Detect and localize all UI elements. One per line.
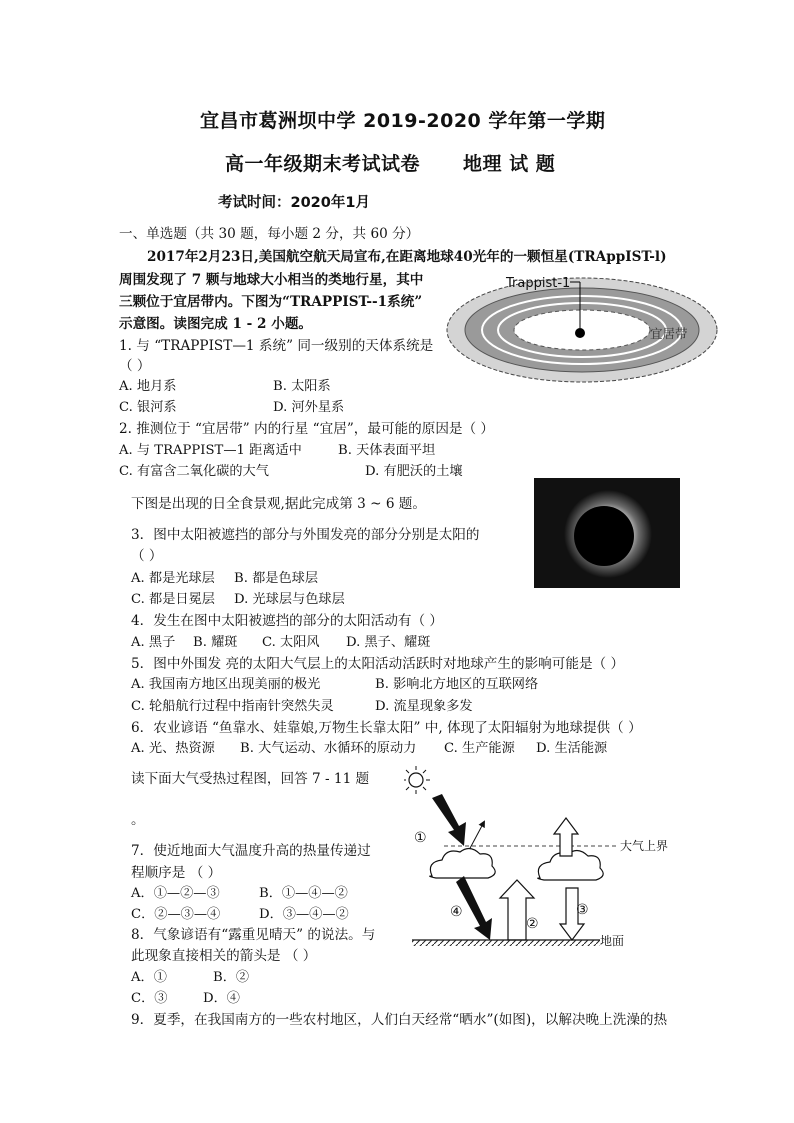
q3-bracket: （ ）: [131, 548, 163, 564]
intro-1-line4: 示意图。读图完成 1 - 2 小题。: [119, 316, 313, 332]
q7-option-d: D．③—④—②: [259, 907, 349, 922]
q8-option-a: A．①: [131, 970, 167, 985]
q8-option-b: B．②: [213, 970, 250, 985]
q7-option-b: B．①—④—②: [259, 886, 348, 901]
atmosphere-top-label: 大气上界: [620, 839, 669, 853]
q6-option-c: C. 生产能源: [444, 741, 515, 756]
q4-option-b: B. 耀斑: [193, 635, 238, 650]
section-heading: 一、单选题（共 30 题，每小题 2 分，共 60 分）: [119, 226, 420, 242]
q8-stem: 8．气象谚语有“露重见晴天” 的说法。与: [131, 927, 376, 943]
arrow-3-label: ③: [576, 902, 589, 918]
q6-stem: 6．农业谚语 “鱼靠水、娃靠娘,万物生长靠太阳” 中, 体现了太阳辐射为地球提供（ ）: [131, 720, 642, 736]
q6-option-b: B. 大气运动、水循环的原动力: [240, 741, 417, 756]
trappist-star-label: Trappist-1: [506, 276, 571, 291]
q8-stem-2: 此现象直接相关的箭头是 （ ）: [131, 948, 317, 964]
q9-stem: 9．夏季，在我国南方的一些农村地区，人们白天经常“晒水”(如图)，以解决晚上洗澡的热: [131, 1012, 668, 1028]
q4-option-c: C. 太阳风: [262, 635, 320, 650]
arrow-2-label: ②: [526, 916, 539, 932]
arrow-4-label: ④: [450, 904, 463, 920]
q5-stem: 5．图中外围发 亮的太阳大气层上的太阳活动活跃时对地球产生的影响可能是（ ）: [131, 656, 625, 672]
q6-option-d: D. 生活能源: [536, 741, 608, 756]
q1-option-c: C. 银河系: [119, 400, 177, 415]
arrow-1: [432, 794, 466, 846]
q4-option-d: D. 黑子、耀斑: [346, 635, 431, 650]
q1-option-d: D. 河外星系: [273, 400, 345, 415]
q4-stem: 4．发生在图中太阳被遮挡的部分的太阳活动有（ ）: [131, 613, 444, 629]
q2-option-d: D. 有肥沃的土壤: [365, 464, 463, 479]
q3-option-b: B. 都是色球层: [234, 571, 319, 586]
q3-option-a: A. 都是光球层: [131, 571, 215, 586]
ground-label: 地面: [600, 934, 625, 948]
q4-option-a: A. 黑子: [131, 635, 176, 650]
q8-option-d: D．④: [203, 991, 240, 1006]
q2-option-a: A. 与 TRAPPIST—1 距离适中: [119, 443, 302, 458]
subject-title: 地理 试 题: [463, 153, 556, 175]
q3-stem: 3．图中太阳被遮挡的部分与外围发亮的部分分别是太阳的: [131, 527, 480, 543]
intro-2: 下图是出现的日全食景观,据此完成第 3 ~ 6 题。: [131, 496, 426, 512]
intro-1-line1: 2017年2月23日,美国航空航天局宣布,在距离地球40光年的一颗恒星(TRAppIST-l): [147, 249, 667, 265]
cloud-left: [430, 848, 495, 878]
q3-option-d: D. 光球层与色球层: [234, 592, 345, 607]
q2-stem: 2. 推测位于 “宜居带” 内的行星 “宜居”，最可能的原因是（ ）: [119, 421, 495, 437]
atmospheric-heating-figure: [404, 764, 694, 950]
q2-option-b: B. 天体表面平坦: [338, 443, 436, 458]
habitable-zone-label: 宜居带: [650, 326, 688, 341]
exam-time: 考试时间：2020年1月: [218, 195, 370, 211]
q1-stem: 1. 与 “TRAPPIST—1 系统” 同一级别的天体系统是: [119, 338, 434, 354]
q3-option-c: C. 都是日冕层: [131, 592, 215, 607]
q5-option-d: D. 流星现象多发: [375, 699, 473, 714]
q7-stem: 7．使近地面大气温度升高的热量传递过: [131, 843, 371, 859]
q7-option-a: A．①—②—③: [131, 886, 220, 901]
solar-eclipse-photo: [534, 478, 680, 588]
sun-icon: [404, 766, 430, 794]
exam-subtitle: 高一年级期末考试试卷: [225, 153, 421, 175]
q6-option-a: A. 光、热资源: [131, 741, 215, 756]
arrow-1-label: ①: [414, 830, 427, 846]
q8-option-c: C．③: [131, 991, 168, 1006]
reflected-arrow: [468, 822, 484, 852]
q5-option-b: B. 影响北方地区的互联网络: [375, 677, 539, 692]
q1-option-a: A. 地月系: [119, 379, 177, 394]
intro-1-line2: 周围发现了 7 颗与地球大小相当的类地行星，其中: [119, 272, 424, 288]
q7-option-c: C．②—③—④: [131, 907, 221, 922]
q5-option-a: A. 我国南方地区出现美丽的极光: [131, 677, 321, 692]
intro-3: 读下面大气受热过程图，回答 7 - 11 题: [131, 771, 370, 787]
q7-stem-2: 程顺序是 （ ）: [131, 865, 222, 881]
q2-option-c: C. 有富含二氧化碳的大气: [119, 464, 269, 479]
intro-1-line3: 三颗位于宜居带内。下图为“TRAPPIST--1系统”: [119, 294, 423, 310]
exam-title: 宜昌市葛洲坝中学 2019-2020 学年第一学期: [200, 110, 606, 132]
trappist-star: [575, 328, 585, 338]
trappist-system-figure: [444, 270, 724, 390]
ground-hatch: [412, 940, 600, 946]
q1-option-b: B. 太阳系: [273, 379, 331, 394]
intro-3-period: 。: [131, 812, 145, 828]
q5-option-c: C. 轮船航行过程中指南针突然失灵: [131, 699, 334, 714]
q1-bracket: （ ）: [119, 358, 151, 374]
